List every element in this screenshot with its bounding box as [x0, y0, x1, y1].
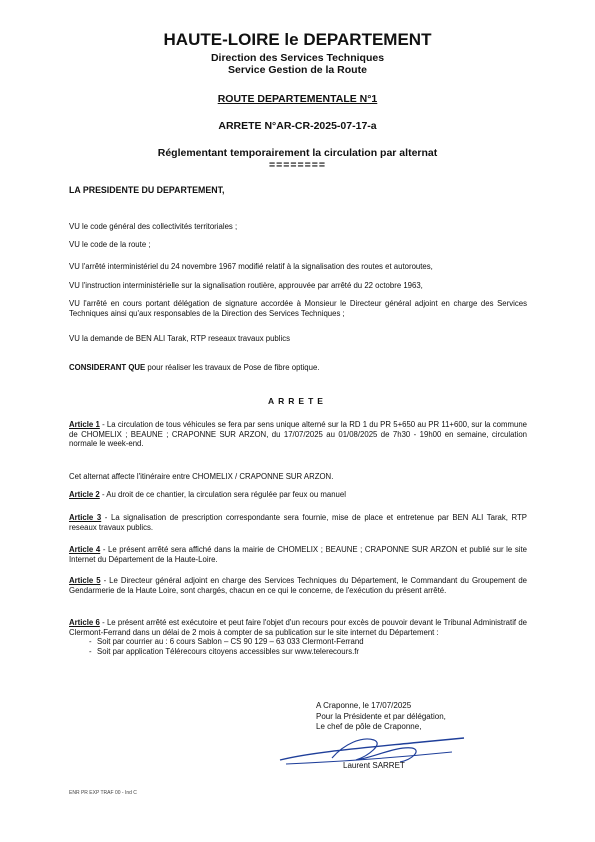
article-4-label: Article 4	[69, 545, 101, 554]
separator: ========	[268, 159, 327, 171]
signatory-name: Laurent SARRET	[343, 761, 405, 770]
article-6	[69, 618, 527, 656]
article-1-label: Article 1	[69, 420, 100, 429]
presidente-heading: LA PRESIDENTE DU DEPARTEMENT,	[69, 185, 225, 195]
direction-title: Direction des Services Techniques	[210, 52, 385, 64]
vu-item: VU la demande de BEN ALI Tarak, RTP reseaux travaux publics	[69, 334, 291, 343]
article-2-text: - Au droit de ce chantier, la circulation sera régulée par feux ou manuel	[99, 490, 346, 499]
signature-delegation: Pour la Présidente et par délégation,	[316, 711, 446, 721]
article-3-label: Article 3	[69, 513, 102, 522]
vu-item: VU l'instruction interministérielle sur la signalisation routière, approuvée par arrêté du 22 octobre 1963,	[69, 281, 423, 290]
article-2-label: Article 2	[69, 490, 100, 499]
article-4	[69, 545, 527, 564]
signature-place-date: A Craponne, le 17/07/2025	[316, 701, 412, 710]
article-1-extra: Cet alternat affecte l'itinéraire entre CHOMELIX / CRAPONNE SUR ARZON.	[69, 472, 334, 481]
article-3-text: - La signalisation de prescription correspondante sera fournie, mise de place et entretenue par BEN ALI Tarak, RTP reseaux travaux publics.	[69, 513, 527, 532]
considerant-label: CONSIDERANT QUE	[69, 363, 146, 372]
vu-item: VU le code de la route ;	[69, 240, 151, 249]
considerant-text: pour réaliser les travaux de Pose de fibre optique.	[145, 363, 320, 372]
service-title: Service Gestion de la Route	[228, 64, 367, 76]
article-5-label: Article 5	[69, 576, 101, 585]
article-6-label: Article 6	[69, 618, 100, 627]
article-2	[69, 490, 527, 500]
arrete-number: ARRETE N°AR-CR-2025-07-17-a	[218, 120, 377, 132]
route-title: ROUTE DEPARTEMENTALE N°1	[217, 93, 378, 105]
list-item: - Soit par courrier au : 6 cours Sablon – CS 90 129 – 63 033 Clermont-Ferrand	[69, 637, 527, 647]
subject-line: Réglementant temporairement la circulation par alternat	[157, 147, 438, 159]
footer-reference: ENR PR EXP TRAF 00 - Ind C	[69, 790, 137, 796]
article-5	[69, 576, 527, 595]
list-item: - Soit par application Télérecours citoyens accessibles sur www.telerecours.fr	[69, 647, 527, 657]
handwritten-signature	[272, 722, 472, 780]
vu-item: VU le code général des collectivités territoriales ;	[69, 222, 238, 231]
article-3	[69, 513, 527, 532]
vu-item: VU l'arrêté en cours portant délégation de signature accordée à Monsieur le Directeur général adjoint en charge des Services Techniques ainsi qu'aux responsables de la Direction des Services Techniques ;	[69, 299, 527, 318]
article-5-text: - Le Directeur général adjoint en charge des Services Techniques du Département, le Commandant du Groupement de Gendarmerie de la Haute Loire, sont chargés, chacun en ce qui le concerne, de l'exécution du présent arrêté.	[69, 576, 527, 595]
article-6-text: - Le présent arrêté est exécutoire et peut faire l'objet d'un recours pour excès de pouvoir devant le Tribunal Administratif de Clermont-Ferrand dans un délai de 2 mois à compter de sa publication sur le site internet du Département :	[69, 618, 528, 637]
vu-item: VU l'arrêté interministériel du 24 novembre 1967 modifié relatif à la signalisation des routes et autoroutes,	[69, 262, 433, 271]
department-title: HAUTE-LOIRE le DEPARTEMENT	[163, 30, 432, 49]
signature-chef: Le chef de pôle de Craponne,	[316, 722, 422, 732]
article-6-list	[69, 637, 527, 656]
article-1	[69, 420, 527, 449]
arrete-heading: ARRETE	[268, 396, 327, 406]
considerant	[69, 363, 527, 373]
article-4-text: - Le présent arrêté sera affiché dans la mairie de CHOMELIX ; BEAUNE ; CRAPONNE SUR ARZON et publié sur le site Internet du Département de la Haute-Loire.	[69, 545, 527, 564]
article-1-text: - La circulation de tous véhicules se fera par sens unique alterné sur la RD 1 du PR 5+650 au PR 11+600, sur la commune de CHOMELIX ; BEAUNE ; CRAPONNE SUR ARZON, du 17/07/2025 au 01/08/2025 de 7h30 - 19h00 en semaine, circulation normale le week-end.	[69, 420, 527, 449]
